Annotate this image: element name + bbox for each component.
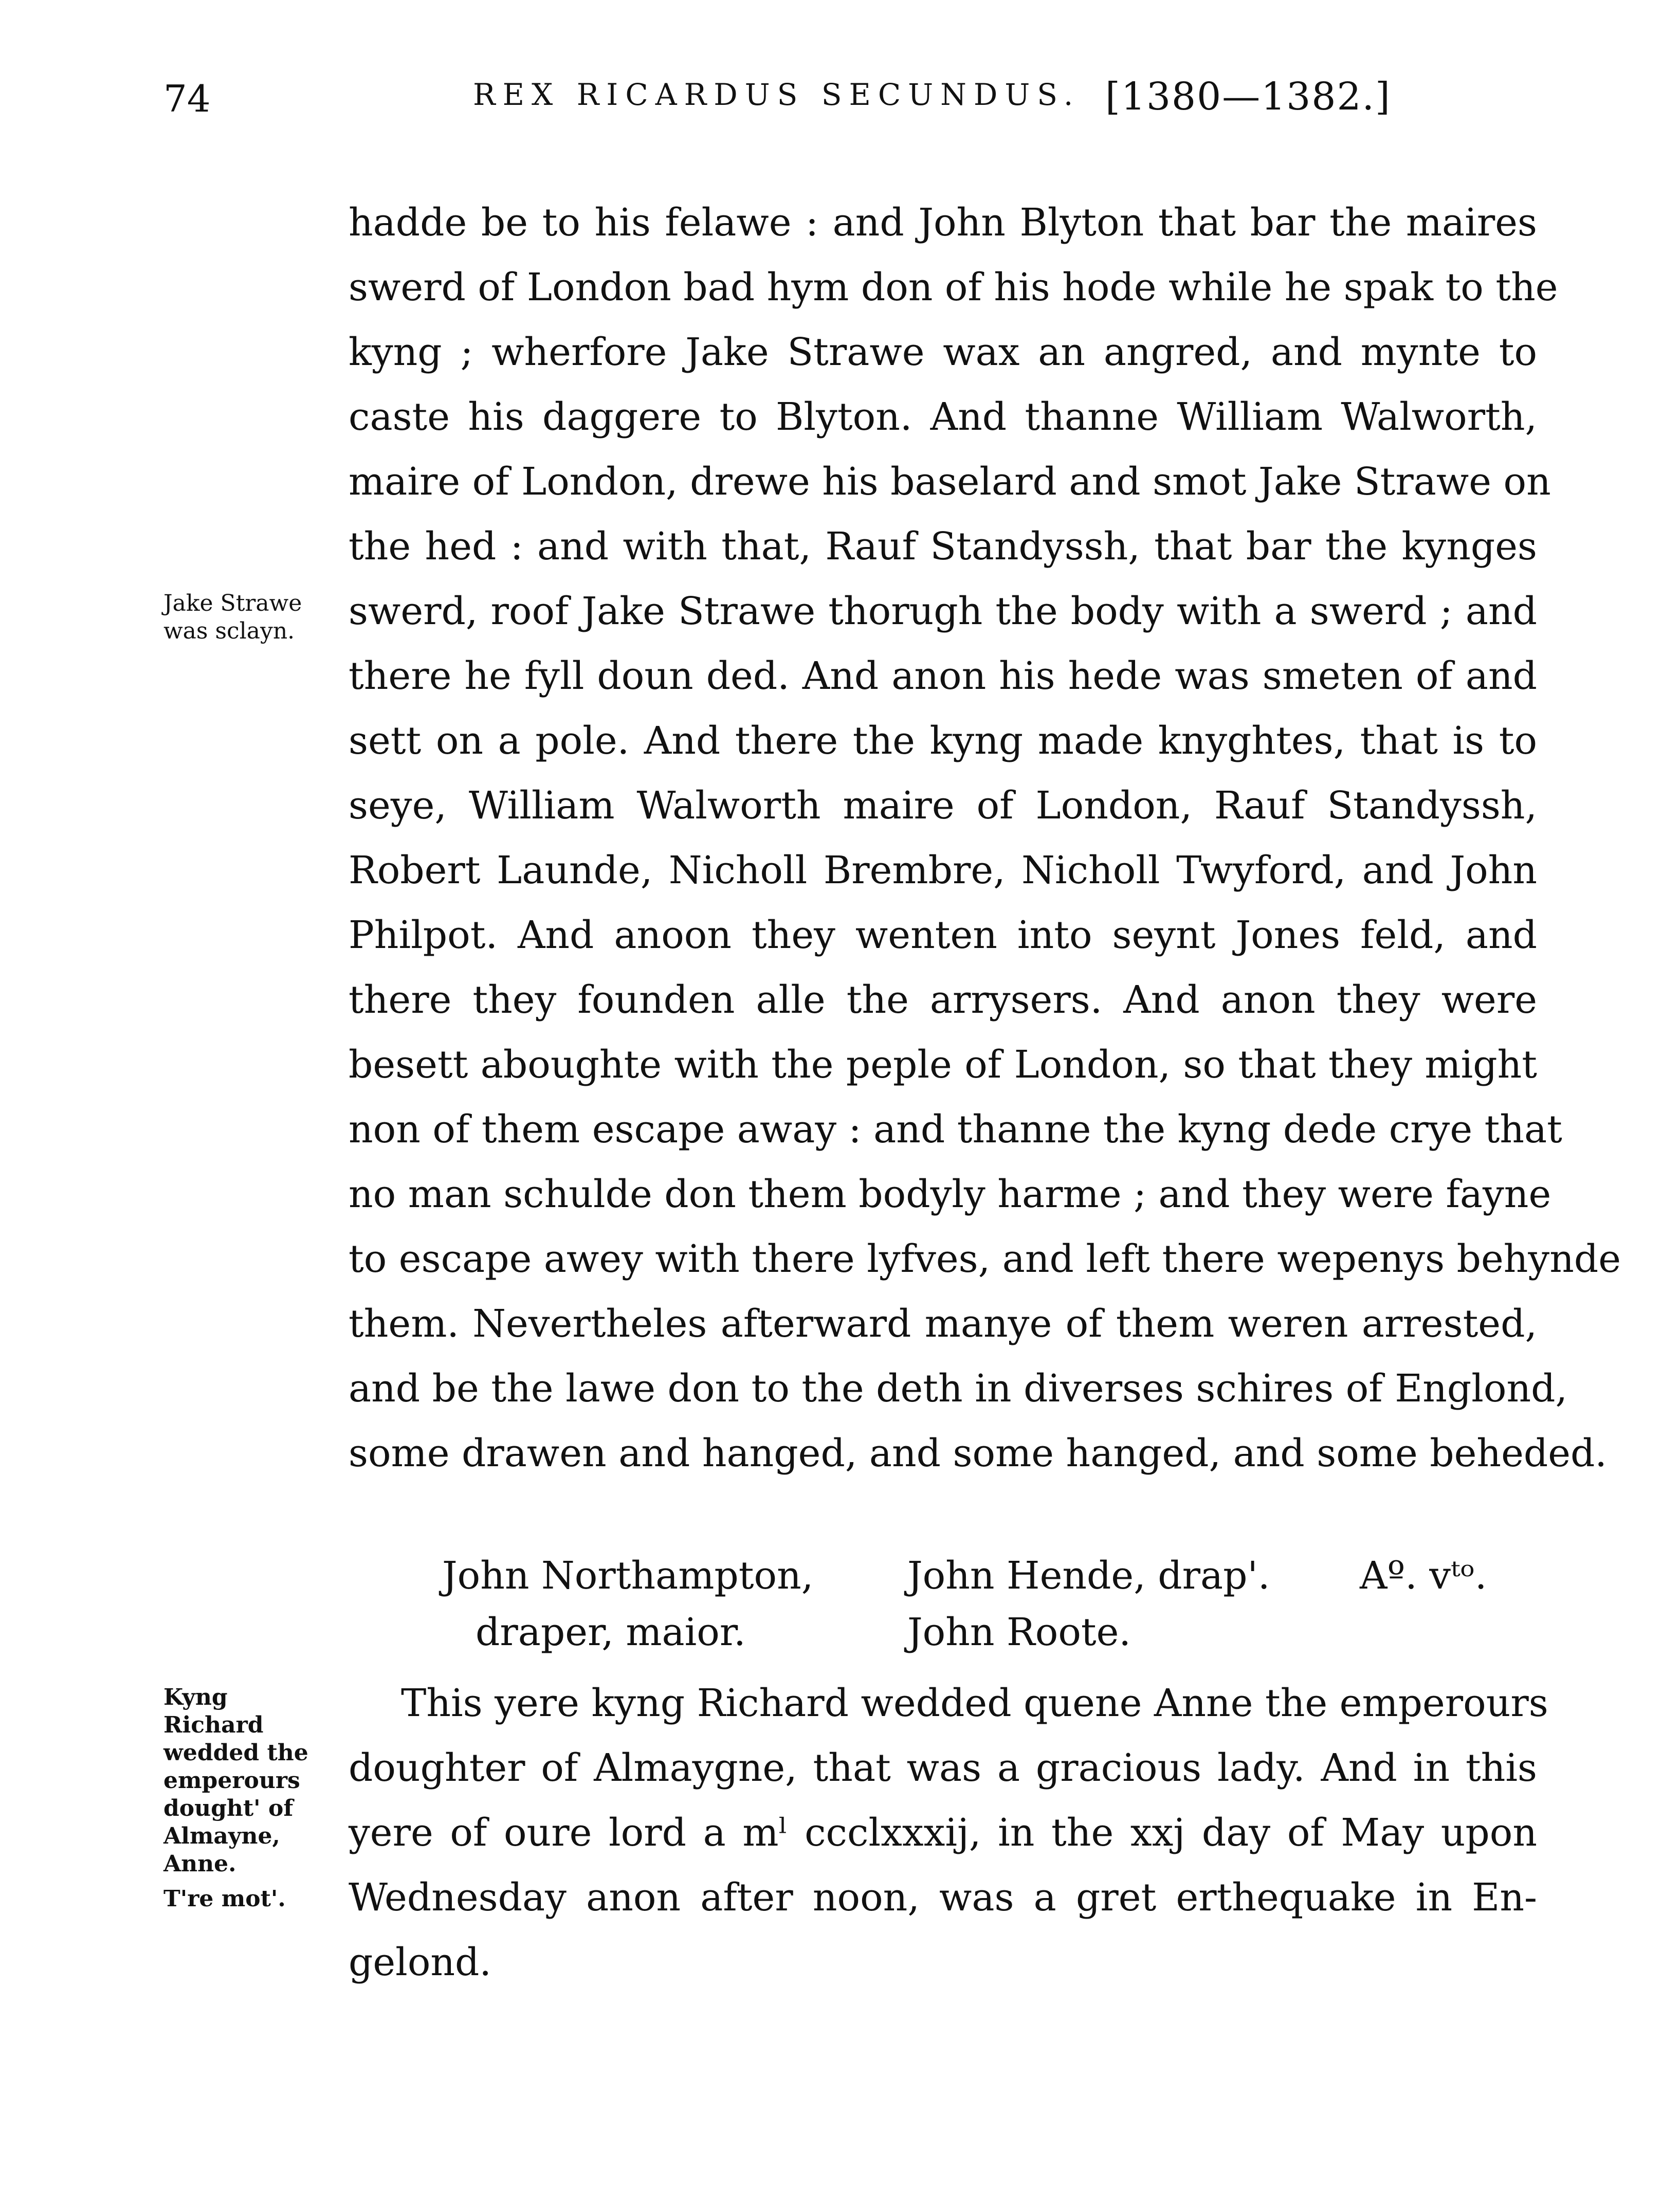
text-line: some drawen and hanged, and some hanged, and some beheded. <box>349 1431 1607 1475</box>
margin-note-line: wedded the <box>163 1740 308 1766</box>
margin-note-line: Almayne, <box>163 1823 280 1849</box>
text-line: Robert Launde, Nicholl Brembre, Nicholl Twyford, and John <box>349 848 1537 892</box>
text-line: Wednesday anon after noon, was a gret erthequake in En- <box>349 1875 1537 1920</box>
running-title: REX RICARDUS SECUNDUS. <box>473 77 1081 112</box>
text-line: maire of London, drewe his baselard and smot Jake Strawe on <box>349 460 1551 504</box>
text-line: This yere kyng Richard wedded quene Anne the emperours <box>401 1681 1548 1725</box>
text-line: hadde be to his felawe : and John Blyton that bar the maires <box>349 200 1537 245</box>
text-line: swerd of London bad hym don of his hode while he spak to the <box>349 265 1558 309</box>
margin-note-line: Jake Strawe <box>163 590 302 616</box>
text-line: seye, William Walworth maire of London, Rauf Standyssh, <box>349 783 1537 828</box>
year-range: [1380—1382.] <box>1105 75 1391 119</box>
regnal-year: Aº. vᵗᵒ. <box>1360 1554 1487 1598</box>
text-line: the hed : and with that, Rauf Standyssh, that bar the kynges <box>349 524 1537 569</box>
margin-note-line: emperours <box>163 1767 300 1794</box>
text-line: yere of oure lord a mˡ ccclxxxij, in the xxj day of May upon <box>349 1811 1537 1855</box>
margin-note-line: T're mot'. <box>163 1886 286 1912</box>
margin-note-line: dought' of <box>163 1795 294 1821</box>
text-line: to escape awey with there lyfves, and left there wepenys behynde <box>349 1237 1621 1281</box>
margin-note-line: Richard <box>163 1712 264 1738</box>
text-line: doughter of Almaygne, that was a gracious lady. And in this <box>349 1746 1537 1790</box>
margin-note-line: Anne. <box>163 1851 236 1877</box>
text-line: them. Nevertheles afterward manye of them weren arrested, <box>349 1302 1537 1346</box>
text-line: there they founden alle the arrysers. And anon they were <box>349 978 1537 1022</box>
margin-note-line: Kyng <box>163 1684 228 1710</box>
page-number: 74 <box>163 77 211 120</box>
text-line: caste his daggere to Blyton. And thanne William Walworth, <box>349 395 1537 439</box>
text-line: besett aboughte with the peple of London, so that they might <box>349 1043 1537 1087</box>
mayor-title: draper, maior. <box>476 1610 746 1654</box>
text-line: kyng ; wherfore Jake Strawe wax an angred, and mynte to <box>349 330 1537 374</box>
text-line: there he fyll doun ded. And anon his hede was smeten of and <box>349 654 1537 698</box>
margin-note-line: was sclayn. <box>163 618 295 644</box>
text-line: Philpot. And anoon they wenten into seynt Jones feld, and <box>349 913 1537 957</box>
sheriff-1: John Hende, drap'. <box>907 1554 1270 1598</box>
sheriff-2: John Roote. <box>907 1610 1131 1654</box>
text-line: non of them escape away : and thanne the kyng dede crye that <box>349 1107 1562 1152</box>
text-line: sett on a pole. And there the kyng made knyghtes, that is to <box>349 719 1537 763</box>
text-line: gelond. <box>349 1940 491 1984</box>
mayor-name: John Northampton, <box>442 1554 814 1598</box>
text-line: no man schulde don them bodyly harme ; and they were fayne <box>349 1172 1551 1216</box>
text-line: and be the lawe don to the deth in diverses schires of Englond, <box>349 1366 1568 1411</box>
text-line: swerd, roof Jake Strawe thorugh the body with a swerd ; and <box>349 589 1537 633</box>
